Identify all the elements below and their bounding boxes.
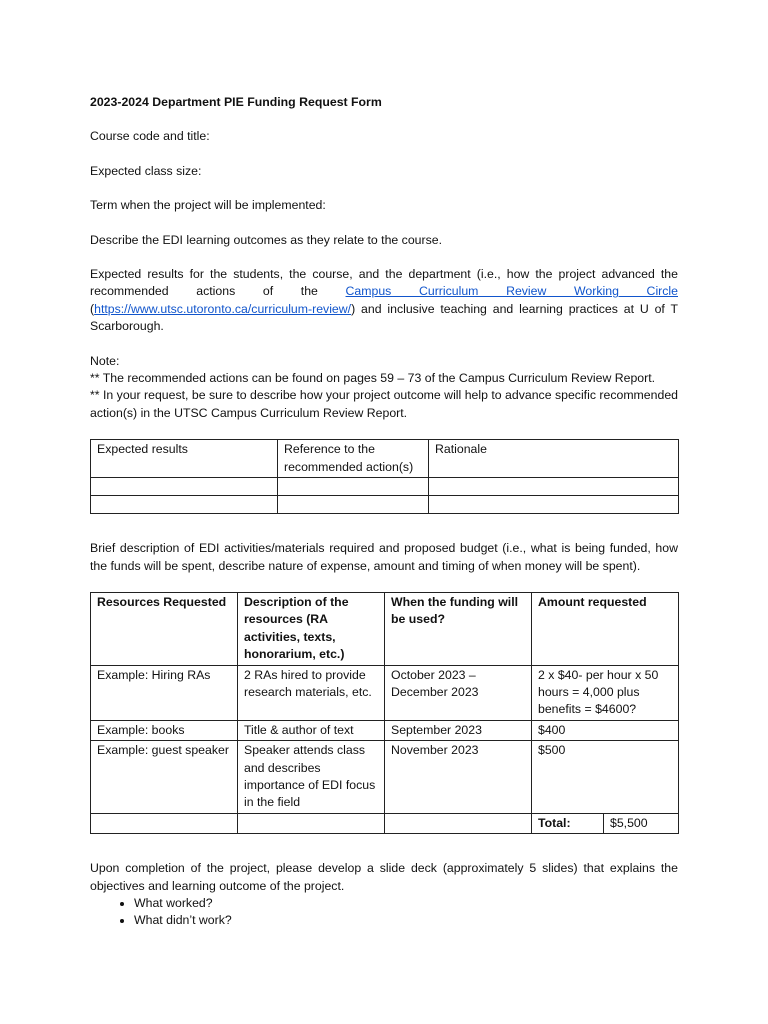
header-description: Description of the resources (RA activities, texts, honorarium, etc.): [238, 592, 385, 665]
table-cell: October 2023 – December 2023: [385, 665, 532, 720]
table-cell: 2 x $40- per hour x 50 hours = 4,000 plus benefits = $4600?: [532, 665, 679, 720]
curriculum-working-circle-link[interactable]: Campus Curriculum Review Working Circle: [345, 284, 678, 299]
table-row: [91, 741, 679, 814]
header-rationale: Rationale: [429, 440, 679, 478]
header-resources: Resources Requested: [91, 592, 238, 665]
header-when: When the funding will be used?: [385, 592, 532, 665]
table-cell[interactable]: [385, 813, 532, 833]
table-header-row: [91, 592, 679, 665]
table-cell: 2 RAs hired to provide research materials, etc.: [238, 665, 385, 720]
table-cell: Example: Hiring RAs: [91, 665, 238, 720]
header-amount: Amount requested: [532, 592, 679, 665]
table-cell: Speaker attends class and describes importance of EDI focus in the field: [238, 741, 385, 814]
table-cell: November 2023: [385, 741, 532, 814]
table-cell: $400: [532, 720, 679, 740]
table-row: [91, 496, 679, 514]
edi-outcomes-field: Describe the EDI learning outcomes as they relate to the course.: [90, 232, 443, 247]
paren-open: (: [90, 301, 95, 316]
list-item: • What didn’t work?: [134, 912, 678, 929]
table-cell[interactable]: [278, 496, 429, 514]
term-field: Term when the project will be implemented:: [90, 198, 326, 213]
table-cell: Title & author of text: [238, 720, 385, 740]
table-cell: Example: books: [91, 720, 238, 740]
table-cell: Example: guest speaker: [91, 741, 238, 814]
header-reference-action: Reference to the recommended action(s): [278, 440, 429, 478]
note-line-2: ** In your request, be sure to describe how your project outcome will help to advance specific recommended action(s) in the UTSC Campus Curriculum Review Report.: [90, 388, 678, 420]
total-value: $5,500: [604, 813, 679, 833]
table-header-row: [91, 440, 679, 478]
table-cell: $500: [532, 741, 679, 814]
total-label: Total:: [532, 813, 604, 833]
expected-results-text-end: ) and inclusive teaching and learning practices at U of T Scarborough.: [90, 301, 678, 334]
table-cell[interactable]: [278, 478, 429, 496]
note-block: [90, 353, 678, 423]
total-row: [91, 813, 679, 833]
table-cell[interactable]: [429, 496, 679, 514]
curriculum-review-url-link[interactable]: https://www.utsc.utoronto.ca/curriculum-review/: [94, 301, 352, 316]
expected-results-paragraph: [90, 266, 678, 336]
table-cell[interactable]: [91, 813, 238, 833]
table-cell[interactable]: [238, 813, 385, 833]
expected-results-table: [90, 439, 679, 514]
table-row: [91, 720, 679, 740]
bullet-list: [90, 895, 678, 930]
document-page: [90, 94, 678, 930]
expected-results-text: Expected results for the students, the course, and the department (i.e., how the project advanced the recommended actions of the: [90, 267, 678, 299]
table-cell[interactable]: [91, 496, 278, 514]
header-expected-results: Expected results: [91, 440, 278, 478]
class-size-field: Expected class size:: [90, 163, 202, 178]
list-item: • What worked?: [134, 895, 678, 912]
table-row: [91, 478, 679, 496]
course-code-field: Course code and title:: [90, 129, 210, 144]
brief-description: Brief description of EDI activities/materials required and proposed budget (i.e., what is being funded, how the funds will be spent, describe nature of expense, amount and timing of when money will be spent).: [90, 541, 678, 573]
note-line-1: ** The recommended actions can be found on pages 59 – 73 of the Campus Curriculum Review Report.: [90, 371, 656, 386]
note-label: Note:: [90, 353, 120, 368]
table-cell[interactable]: [91, 478, 278, 496]
table-cell: September 2023: [385, 720, 532, 740]
form-title: 2023-2024 Department PIE Funding Request Form: [90, 95, 382, 109]
budget-table: [90, 592, 679, 834]
completion-paragraph: Upon completion of the project, please develop a slide deck (approximately 5 slides) that explains the objectives and learning outcome of the project.: [90, 861, 678, 893]
table-row: [91, 665, 679, 720]
table-cell[interactable]: [429, 478, 679, 496]
